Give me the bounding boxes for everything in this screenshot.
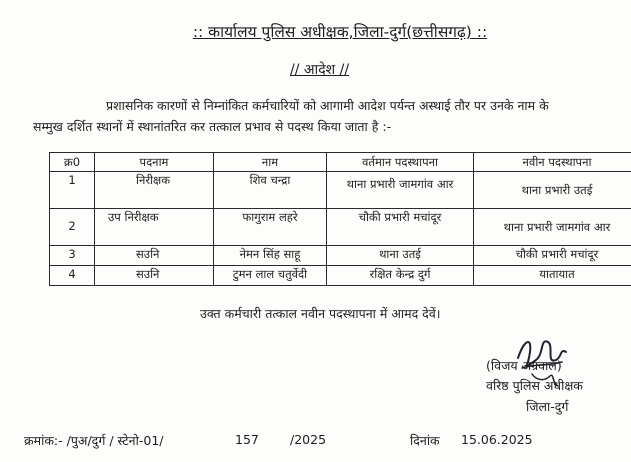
header-post: पदनाम — [95, 153, 214, 172]
date-value: 15.06.2025 — [461, 432, 533, 447]
table-row — [50, 209, 631, 246]
post-text: निरीक्षक — [136, 173, 171, 187]
post-text: उप निरीक्षक — [108, 210, 159, 224]
cell-serial: 1 — [50, 172, 95, 209]
cell-new-posting — [474, 172, 631, 209]
joining-instruction: उक्त कर्मचारी तत्काल नवीन पदस्थापना में आमद देवें। — [200, 306, 441, 321]
post-text: सउनि — [136, 267, 160, 281]
header-new-posting: नवीन पदस्थापना — [474, 153, 631, 172]
reference-prefix: क्रमांक:- /पुअ/दुर्ग / स्टेनो-01/ — [24, 433, 164, 448]
reference-number: 157 — [235, 432, 259, 447]
table-row — [50, 172, 631, 209]
intro-line-1: प्रशासनिक कारणों से निम्नांकित कर्मचारियों को आगामी आदेश पर्यन्त अस्थाई तौर पर उनके नाम के — [106, 98, 549, 113]
cell-name: फागुराम लहरे — [214, 209, 327, 246]
cell-name: टुमन लाल चतुर्वेदी — [214, 266, 327, 286]
signatory-name: (विजय अग्रवाल) — [486, 358, 562, 373]
header-serial: क्र0 — [50, 153, 95, 172]
cell-new-posting: यातायात — [474, 266, 631, 286]
cell-post — [95, 209, 214, 246]
cell-new-posting: चौकी प्रभारी मचांदूर — [474, 246, 631, 266]
cell-current-posting: रक्षित केन्द्र दुर्ग — [327, 266, 474, 286]
new-text: थाना प्रभारी उतई — [521, 183, 593, 197]
signatory-district: जिला-दुर्ग — [526, 399, 569, 414]
post-text: सउनि — [136, 247, 160, 261]
cell-current-posting: थाना उतई — [327, 246, 474, 266]
cell-current-posting: चौकी प्रभारी मचांदूर — [327, 209, 474, 246]
office-title: :: कार्यालय पुलिस अधीक्षक,जिला-दुर्ग(छत्तीसगढ़) :: — [192, 23, 488, 41]
table-header-row — [50, 153, 631, 172]
cell-new-posting — [474, 209, 631, 246]
transfer-table — [49, 152, 631, 286]
cell-serial: 4 — [50, 266, 95, 286]
cell-post — [95, 172, 214, 209]
header-name: नाम — [214, 153, 327, 172]
new-text: थाना प्रभारी जामगांव आर — [503, 220, 611, 234]
cell-post — [95, 266, 214, 286]
order-title: // आदेश // — [290, 62, 350, 78]
cell-post — [95, 246, 214, 266]
reference-year: /2025 — [290, 432, 327, 447]
header-current-posting: वर्तमान पदस्थापना — [327, 153, 474, 172]
cell-serial: 3 — [50, 246, 95, 266]
cell-name: नेमन सिंह साहू — [214, 246, 327, 266]
cell-name: शिव चन्द्रा — [214, 172, 327, 209]
intro-line-2: सम्मुख दर्शित स्थानों में स्थानांतरित कर तत्काल प्रभाव से पदस्थ किया जाता है :- — [33, 119, 392, 134]
cell-serial — [50, 209, 95, 246]
signatory-designation: वरिष्ठ पुलिस अधीक्षक — [486, 378, 583, 393]
current-text: थाना प्रभारी जामगांव आर — [346, 177, 454, 191]
date-label: दिनांक — [410, 433, 440, 448]
serial-text: 2 — [68, 219, 76, 233]
table-row — [50, 266, 631, 286]
table-row — [50, 246, 631, 266]
cell-current-posting — [327, 172, 474, 209]
